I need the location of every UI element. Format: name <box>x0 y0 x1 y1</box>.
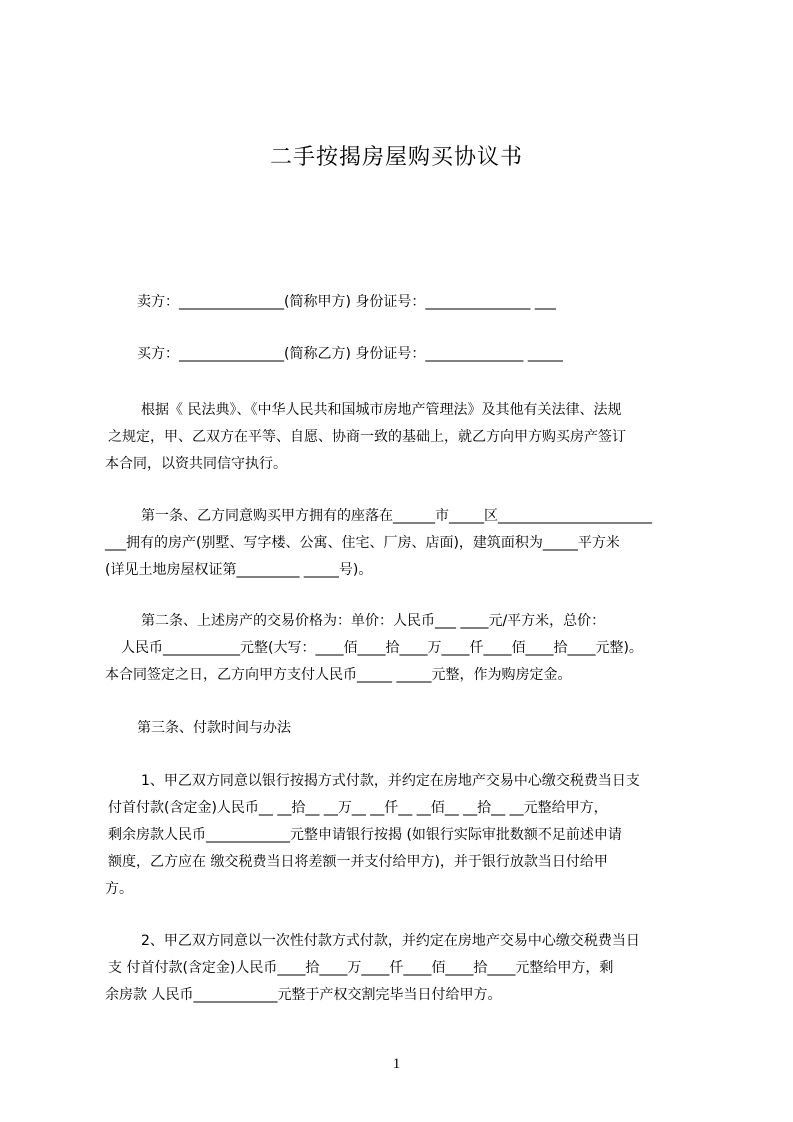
clause1-line-5: 方。 <box>105 881 133 897</box>
clause1-line-3: 剩余房款人民币____________元整申请银行按揭 (如银行实际审批数额不足前述申请 <box>108 827 622 843</box>
clause2-line-1: 2、甲乙双方同意以一次性付款方式付款，并约定在房地产交易中心缴交税费当日 <box>141 933 640 949</box>
preamble-line-3: 本合同，以资共同信守执行。 <box>105 456 287 472</box>
preamble-line-2: 之规定，甲、乙双方在平等、自愿、协商一致的基础上，就乙方向甲方购买房产签订 <box>108 429 626 445</box>
article2-line-1: 第二条、上述房产的交易价格为：单价：人民币___ ____元/平方米，总价： <box>141 613 606 629</box>
article1-line-3: (详见土地房屋权证第_________ _____号)。 <box>105 562 373 578</box>
article2-line-3: 本合同签定之日，乙方向甲方支付人民币_____ _____元整，作为购房定金。 <box>105 667 572 683</box>
clause1-line-1: 1、甲乙双方同意以银行按揭方式付款，并约定在房地产交易中心缴交税费当日支 <box>141 773 640 789</box>
article1-line-2: ___拥有的房产(别墅、写字楼、公寓、住宅、厂房、店面)，建筑面积为_____平方米 <box>105 535 620 551</box>
article2-line-2: 人民币___________元整(大写：____佰____拾____万____仟____佰____拾____元整)。 <box>121 640 643 656</box>
article3-heading: 第三条、付款时间与办法 <box>137 720 291 736</box>
seller-line: 卖方：_______________(简称甲方) 身份证号：_______________ ___ <box>137 294 556 310</box>
page-number: 1 <box>392 1056 401 1072</box>
clause2-line-3: 余房款 人民币____________元整于产权交割完毕当日付给甲方。 <box>105 987 502 1003</box>
preamble-line-1: 根据《 民法典》、《中华人民共和国城市房地产管理法》及其他有关法律、法规 <box>141 402 622 418</box>
document-title: 二手按揭房屋购买协议书 <box>269 145 523 170</box>
clause2-line-2: 支 付首付款(含定金)人民币____拾____万____仟____佰____拾____元整给甲方，剩 <box>108 960 614 976</box>
buyer-line: 买方：_______________(简称乙方) 身份证号：______________ _____ <box>137 346 563 362</box>
clause1-line-4: 额度，乙方应在 缴交税费当日将差额一并支付给甲方)，并于银行放款当日付给甲 <box>108 854 608 870</box>
article1-line-1: 第一条、乙方同意购买甲方拥有的座落在______市_____区______________________ <box>141 508 652 524</box>
clause1-line-2: 付首付款(含定金)人民币__ __拾__ __万__ __仟__ __佰__ __拾__ __元整给甲方， <box>108 800 608 816</box>
